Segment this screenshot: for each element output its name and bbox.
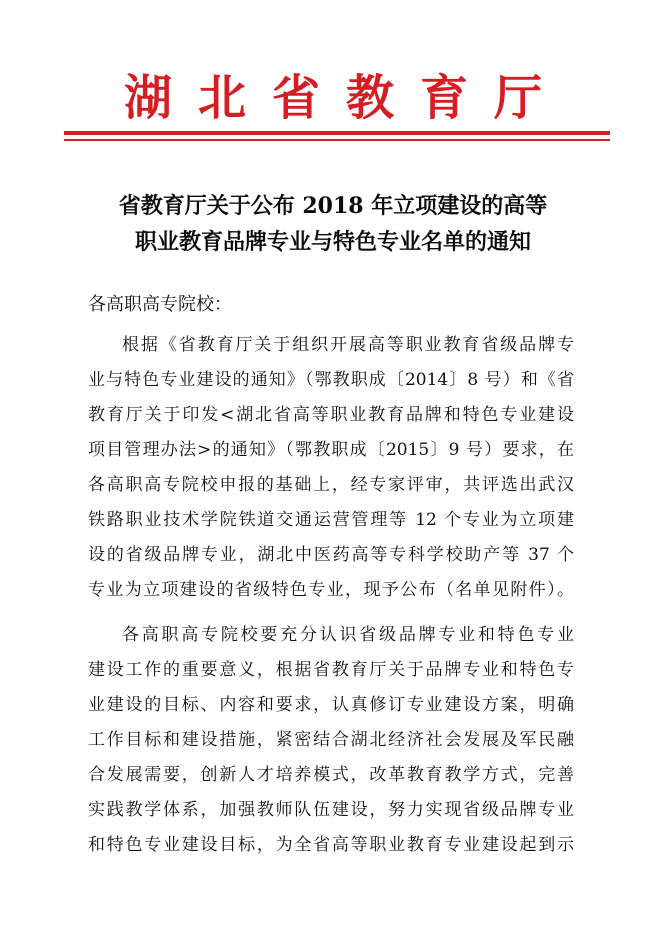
paragraph-1-line: 业与特色专业建设的通知》（鄂教职成〔2014〕8 号）和《省 bbox=[88, 370, 574, 390]
agency-header: 湖北省教育厅 bbox=[123, 70, 568, 126]
body-text bbox=[88, 328, 574, 863]
paragraph-1-line: 专业为立项建设的省级特色专业，现予公布（名单见附件）。 bbox=[88, 580, 574, 600]
paragraph-1-line: 教育厅关于印发<湖北省高等职业教育品牌和特色专业建设 bbox=[88, 405, 574, 425]
header-rule-thin bbox=[64, 139, 610, 141]
paragraph-2-line: 业建设的目标、内容和要求，认真修订专业建设方案，明确 bbox=[88, 695, 574, 715]
paragraph-1-line: 项目管理办法>的通知》（鄂教职成〔2015〕9 号）要求，在 bbox=[88, 440, 574, 460]
addressee: 各高职高专院校： bbox=[88, 294, 232, 315]
document-title bbox=[60, 188, 606, 260]
paragraph-2-line: 各高职高专院校要充分认识省级品牌专业和特色专业 bbox=[122, 625, 574, 645]
paragraph-1-line: 各高职高专院校申报的基础上，经专家评审，共评选出武汉 bbox=[88, 475, 574, 495]
paragraph-2-line: 实践教学体系，加强教师队伍建设，努力实现省级品牌专业 bbox=[88, 800, 574, 820]
title-line-2: 职业教育品牌专业与特色专业名单的通知 bbox=[134, 229, 531, 255]
paragraph-2-line: 建设工作的重要意义，根据省教育厅关于品牌专业和特色专 bbox=[88, 660, 574, 680]
paragraph-1-line: 设的省级品牌专业，湖北中医药高等专科学校助产等 37 个 bbox=[88, 545, 574, 565]
paragraph-2-line: 和特色专业建设目标，为全省高等职业教育专业建设起到示 bbox=[88, 835, 574, 855]
paragraph-1-line: 根据《省教育厅关于组织开展高等职业教育省级品牌专 bbox=[122, 335, 574, 355]
header-rule-thick bbox=[64, 131, 610, 135]
title-line-1: 省教育厅关于公布 2018 年立项建设的高等 bbox=[118, 193, 548, 219]
paragraph-2-line: 工作目标和建设措施，紧密结合湖北经济社会发展及军民融 bbox=[88, 730, 574, 750]
paragraph-1-line: 铁路职业技术学院铁道交通运营管理等 12 个专业为立项建 bbox=[88, 510, 574, 530]
paragraph-2-line: 合发展需要，创新人才培养模式，改革教育教学方式，完善 bbox=[88, 765, 574, 785]
